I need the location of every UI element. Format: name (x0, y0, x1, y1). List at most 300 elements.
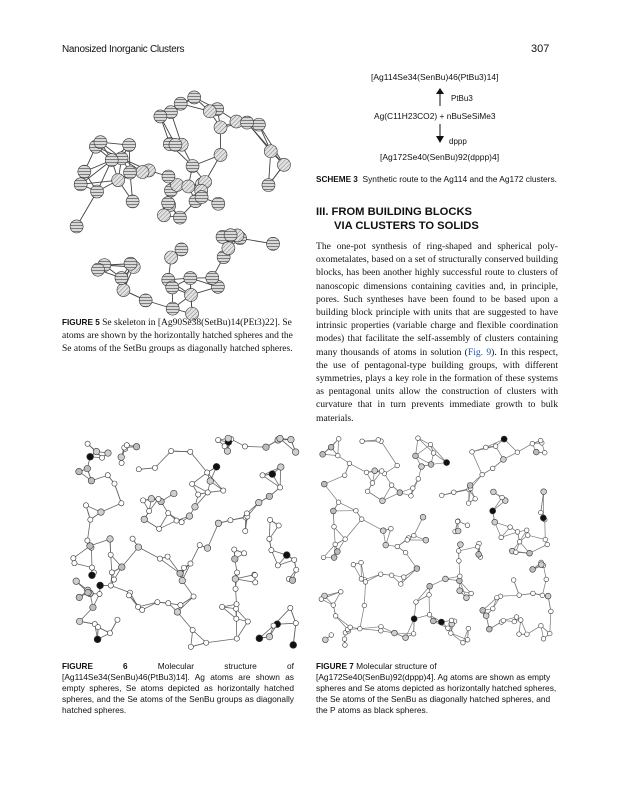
ag-atom (466, 626, 471, 631)
ag-atom (243, 528, 248, 533)
se-r-atom (119, 564, 126, 571)
ag-atom (431, 451, 436, 456)
ag-atom (188, 449, 193, 454)
ag-atom (107, 630, 112, 635)
ag-atom (517, 593, 522, 598)
se-atom (423, 537, 429, 543)
ag-atom (515, 530, 520, 535)
ag-atom (456, 549, 461, 554)
ag-atom (544, 577, 549, 582)
se-r-atom (266, 493, 273, 500)
p-atom (94, 636, 101, 643)
se-r-atom (84, 465, 91, 472)
ag-atom (338, 589, 343, 594)
ag-atom (362, 603, 367, 608)
p-atom (501, 436, 507, 442)
se-atom (207, 478, 214, 485)
se-atom (93, 448, 100, 455)
paragraph-part1: The one-pot synthesis of ring-shaped and spherical poly-oxometalates, based on a set of structurally conserved building blocks, has been another highly successful route to clusters of nanoscopic dimensions containing cavities and, in principle, pores. Such syntheses have been found to be based upon a building block principle with units that are suggested to have intrinsic properties (variable charge and flexible coordination modes) that facilitate the self-assembly of clusters containing many thousands of atoms in solution ( (316, 241, 558, 358)
ag-atom (484, 445, 489, 450)
bond (207, 523, 218, 548)
ag-atom (275, 563, 280, 568)
se-atom (186, 160, 199, 173)
bond (336, 616, 351, 627)
se-atom (458, 542, 464, 548)
se-atom (186, 513, 193, 520)
ag-atom (517, 632, 522, 637)
bond (349, 463, 366, 472)
ag-atom (351, 562, 356, 567)
se-atom (224, 229, 237, 242)
ag-atom (83, 503, 88, 508)
ag-atom (205, 490, 210, 495)
se-atom (107, 536, 114, 543)
ag-atom (140, 607, 145, 612)
ag-atom (490, 466, 495, 471)
se-atom (443, 576, 449, 582)
ag-atom (85, 441, 90, 446)
se-r-atom (76, 594, 83, 601)
se-atom (174, 97, 187, 110)
se-atom (322, 637, 328, 643)
se-atom (139, 294, 152, 307)
se-r-atom (76, 468, 83, 475)
ag-atom (495, 595, 500, 600)
se-atom (380, 528, 386, 534)
ag-atom (514, 550, 519, 555)
p-atom (89, 572, 96, 579)
ag-atom (465, 523, 470, 528)
ag-atom (234, 636, 239, 641)
ag-atom (155, 600, 160, 605)
body-paragraph (316, 240, 558, 425)
se-atom (491, 489, 497, 495)
se-atom (118, 454, 125, 461)
se-atom (206, 271, 219, 284)
se-atom (192, 504, 199, 511)
ag-atom (232, 547, 237, 552)
se-r-atom (157, 209, 170, 222)
ag-atom (242, 444, 247, 449)
se-r-atom (397, 490, 403, 496)
se-r-atom (136, 166, 149, 179)
ag-atom (157, 526, 162, 531)
ag-atom (411, 631, 416, 636)
se-atom (492, 519, 498, 525)
se-atom (380, 498, 386, 504)
ag-atom (105, 473, 110, 478)
ag-atom (343, 643, 348, 648)
bond (160, 559, 180, 574)
figure7-text: Molecular structure of [Ag172Se40(SenBu)92(dppp)4]. Ag atoms are shown as empty spheres and Se atoms depicted as horizontally hatched spheres, the Se atoms of the SenBu as diagonally hatched spheres, and the P atoms as black spheres. (316, 661, 557, 715)
se-atom (256, 499, 263, 506)
bond (206, 639, 237, 643)
se-atom (457, 588, 463, 594)
ag-atom (271, 623, 276, 628)
se-atom (174, 609, 181, 616)
ag-atom (348, 625, 353, 630)
ag-atom (234, 616, 239, 621)
se-r-atom (533, 449, 539, 455)
ag-atom (277, 485, 282, 490)
scheme3 (316, 66, 556, 186)
ag-atom (141, 498, 146, 503)
p-atom (213, 463, 220, 470)
figure6-label: FIGURE 6 (62, 662, 128, 671)
se-atom (419, 464, 425, 470)
ag-atom (376, 438, 381, 443)
scheme-reagent-top: PtBu3 (451, 94, 473, 103)
se-r-atom (413, 453, 419, 459)
se-r-atom (184, 288, 197, 301)
se-atom (179, 577, 186, 584)
se-r-atom (277, 158, 290, 171)
bond (237, 622, 248, 639)
se-r-atom (480, 607, 486, 613)
ag-atom (379, 469, 384, 474)
ag-atom (234, 602, 239, 607)
ag-atom (470, 450, 475, 455)
ag-atom (531, 591, 536, 596)
ag-atom (360, 439, 365, 444)
se-atom (241, 116, 254, 129)
ag-atom (329, 633, 334, 638)
scheme-product-top: [Ag114Se34(SenBu)46(PtBu3)14] (371, 72, 499, 82)
ag-atom (501, 618, 506, 623)
se-r-atom (87, 543, 94, 550)
ag-atom (109, 570, 114, 575)
se-atom (483, 613, 489, 619)
figure6-text: Molecular structure of [Ag114Se34(SenBu)46(PtBu3)14]. Ag atoms are shown as empty spheres, Se atoms depicted as horizontally hatched spheres, and the Se atoms of the SenBu groups as diagonally hatched spheres. (62, 661, 294, 715)
se-r-atom (117, 284, 130, 297)
p-atom (97, 582, 104, 589)
ag-atom (190, 627, 195, 632)
bond (360, 627, 381, 629)
se-r-atom (527, 550, 533, 556)
se-atom (135, 544, 142, 551)
se-atom (76, 618, 83, 625)
ag-atom (525, 632, 530, 637)
ag-atom (111, 577, 116, 582)
ag-atom (457, 559, 462, 564)
ag-atom (446, 626, 451, 631)
ag-atom (267, 517, 272, 522)
se-r-atom (203, 105, 216, 118)
ag-atom (379, 628, 384, 633)
se-r-atom (427, 583, 433, 589)
ag-atom (480, 472, 485, 477)
se-atom (124, 166, 137, 179)
ag-atom (204, 640, 209, 645)
ag-atom (269, 548, 274, 553)
se-r-atom (112, 174, 125, 187)
ag-atom (126, 593, 131, 598)
bond (381, 441, 397, 465)
ag-atom (336, 453, 341, 458)
scheme3-caption (316, 174, 566, 185)
ag-atom (358, 626, 363, 631)
ag-atom (542, 450, 547, 455)
ag-atom (190, 481, 195, 486)
ag-atom (359, 517, 364, 522)
ag-atom (228, 518, 233, 523)
ag-atom (260, 473, 265, 478)
se-atom (277, 435, 284, 442)
ag-atom (267, 536, 272, 541)
ag-atom (221, 488, 226, 493)
se-atom (70, 220, 83, 233)
ag-atom (130, 536, 135, 541)
se-atom (232, 576, 239, 583)
ag-atom (401, 575, 406, 580)
bond (138, 547, 160, 559)
ag-atom (188, 561, 193, 566)
se-r-atom (331, 555, 337, 561)
ag-atom (72, 561, 77, 566)
se-atom (98, 509, 105, 516)
ag-atom (166, 511, 171, 516)
ag-atom (414, 600, 419, 605)
ag-atom (512, 619, 517, 624)
bond (138, 602, 157, 607)
ag-atom (99, 455, 104, 460)
se-r-atom (321, 481, 327, 487)
ag-atom (124, 443, 129, 448)
se-atom (188, 91, 201, 104)
se-r-atom (85, 589, 92, 596)
se-atom (212, 197, 225, 210)
se-atom (173, 211, 186, 224)
ag-atom (196, 492, 201, 497)
bond (362, 519, 384, 531)
ag-atom (530, 441, 535, 446)
ag-atom (514, 615, 519, 620)
se-atom (74, 178, 87, 191)
ag-atom (95, 625, 100, 630)
se-r-atom (414, 566, 420, 572)
se-r-atom (428, 462, 434, 468)
ag-atom (294, 567, 299, 572)
ag-atom (293, 621, 298, 626)
se-atom (292, 449, 299, 456)
se-atom (464, 595, 470, 601)
scheme3-text: Synthetic route to the Ag114 and the Ag172 clusters. (362, 174, 557, 184)
se-atom (105, 450, 112, 457)
arrow-down-icon (435, 124, 445, 144)
running-title: Nanosized Inorganic Clusters (62, 44, 185, 55)
ag-atom (119, 501, 124, 506)
ag-atom (347, 461, 352, 466)
ag-atom (491, 606, 496, 611)
ag-atom (517, 539, 522, 544)
ag-atom (549, 609, 554, 614)
ag-atom (234, 570, 239, 575)
se-atom (162, 197, 175, 210)
ag-atom (242, 551, 247, 556)
ag-atom (428, 442, 433, 447)
se-r-atom (133, 443, 140, 450)
paragraph-part2: ). In this respect, the use of pentagonal-type building groups, with different symmetries, plays a key role in the formation of these systems as pentagonal units allow the construction of clusters with curvature that in turn prevents immediate growth to bulk materials. (316, 346, 558, 424)
figure6-caption (62, 661, 294, 716)
ag-atom (245, 619, 250, 624)
figure6-image (62, 432, 302, 654)
scheme-product-bottom: [Ag172Se40(SenBu)92(dppp)4] (380, 152, 500, 162)
se-r-atom (263, 444, 270, 451)
ag-atom (395, 544, 400, 549)
ag-atom (515, 450, 520, 455)
se-atom (252, 118, 265, 131)
se-atom (262, 179, 275, 192)
se-r-atom (214, 148, 227, 161)
ag-atom (136, 467, 141, 472)
ag-atom (89, 565, 94, 570)
p-atom (540, 515, 546, 521)
ag-atom (473, 496, 478, 501)
ag-atom (524, 528, 529, 533)
ag-atom (405, 538, 410, 543)
ag-atom (220, 604, 225, 609)
se-atom (126, 195, 139, 208)
ag-atom (475, 544, 480, 549)
se-atom (171, 490, 178, 496)
bond (190, 452, 207, 473)
ag-atom (292, 557, 297, 562)
ag-atom (336, 437, 341, 442)
ag-atom (412, 533, 417, 538)
p-atom (87, 453, 94, 460)
se-r-atom (467, 483, 473, 489)
p-atom (411, 616, 417, 622)
se-atom (420, 514, 426, 520)
ag-atom (222, 444, 227, 449)
se-atom (73, 578, 80, 585)
ag-atom (354, 508, 359, 513)
se-atom (215, 520, 222, 527)
ag-atom (331, 603, 336, 608)
se-atom (403, 635, 409, 641)
ag-atom (288, 605, 293, 610)
ag-atom (451, 490, 456, 495)
se-r-atom (530, 567, 536, 573)
ag-atom (233, 586, 238, 591)
figure5-image (62, 86, 302, 322)
ag-atom (321, 555, 326, 560)
se-atom (123, 139, 136, 152)
ag-atom (493, 444, 498, 449)
section-heading-line2: VIA CLUSTERS TO SOLIDS (334, 220, 479, 232)
ag-atom (518, 618, 523, 623)
ag-atom (389, 483, 394, 488)
se-atom (148, 495, 155, 502)
se-atom (455, 528, 461, 534)
bond (339, 502, 356, 511)
figure5-caption (62, 316, 302, 356)
se-r-atom (476, 551, 482, 557)
se-r-atom (177, 570, 184, 577)
ag-atom (179, 520, 184, 525)
ag-atom (85, 538, 90, 543)
fig9-link[interactable]: Fig. 9 (467, 346, 492, 358)
se-r-atom (320, 451, 326, 457)
se-atom (266, 633, 273, 640)
ag-atom (188, 644, 193, 649)
ag-atom (545, 542, 550, 547)
se-atom (195, 191, 208, 204)
se-atom (166, 281, 179, 294)
bond (111, 586, 130, 593)
bond (334, 527, 335, 545)
se-atom (169, 138, 182, 151)
scheme3-label: SCHEME 3 (316, 175, 358, 184)
ag-atom (333, 614, 338, 619)
ag-atom (508, 525, 513, 530)
ag-atom (112, 481, 117, 486)
ag-atom (525, 533, 530, 538)
ag-atom (157, 556, 162, 561)
se-atom (392, 630, 398, 636)
se-atom (105, 154, 118, 167)
ag-atom (469, 591, 474, 596)
ag-atom (448, 631, 453, 636)
se-r-atom (330, 508, 336, 514)
ag-atom (363, 580, 368, 585)
ag-atom (416, 477, 421, 482)
ag-atom (276, 523, 281, 528)
ag-atom (455, 519, 460, 524)
bond (360, 629, 381, 631)
se-r-atom (90, 604, 97, 611)
ag-atom (108, 552, 113, 557)
scheme-reactants: Ag(C11H23CO2) + nBuSeSiMe3 (374, 111, 496, 121)
ag-atom (461, 640, 466, 645)
bond (87, 520, 90, 541)
se-r-atom (486, 626, 492, 632)
se-r-atom (264, 145, 277, 158)
arrow-up-icon (435, 88, 445, 106)
bond (122, 547, 139, 567)
ag-atom (539, 623, 544, 628)
ag-atom (253, 580, 258, 585)
ag-atom (395, 463, 400, 468)
ag-atom (333, 542, 338, 547)
se-atom (278, 464, 285, 471)
ag-atom (398, 582, 403, 587)
se-r-atom (335, 549, 341, 555)
ag-atom (410, 486, 415, 491)
se-atom (94, 136, 107, 149)
se-atom (78, 165, 91, 178)
ag-atom (108, 583, 113, 588)
ag-atom (178, 602, 183, 607)
ag-atom (152, 465, 157, 470)
ag-atom (449, 618, 454, 623)
se-r-atom (182, 180, 195, 193)
page-number: 307 (531, 43, 550, 55)
ag-atom (465, 637, 470, 642)
scheme-reagent-bottom: dppp (449, 137, 467, 146)
p-atom (438, 619, 444, 625)
ag-atom (147, 508, 152, 513)
figure7-caption (316, 661, 558, 716)
figure5-label: FIGURE 5 (62, 318, 100, 327)
ag-atom (205, 470, 210, 475)
se-atom (267, 237, 280, 250)
section-heading (316, 205, 479, 233)
se-atom (225, 435, 232, 442)
bond (190, 545, 199, 563)
ag-atom (364, 470, 369, 475)
figure5-text: Se skeleton in [Ag90Se38(SetBu)14(PEt3)22]. Se atoms are shown by the horizontally hatched spheres and the Se atoms of the SetBu groups as diagonally hatched spheres. (62, 318, 293, 354)
